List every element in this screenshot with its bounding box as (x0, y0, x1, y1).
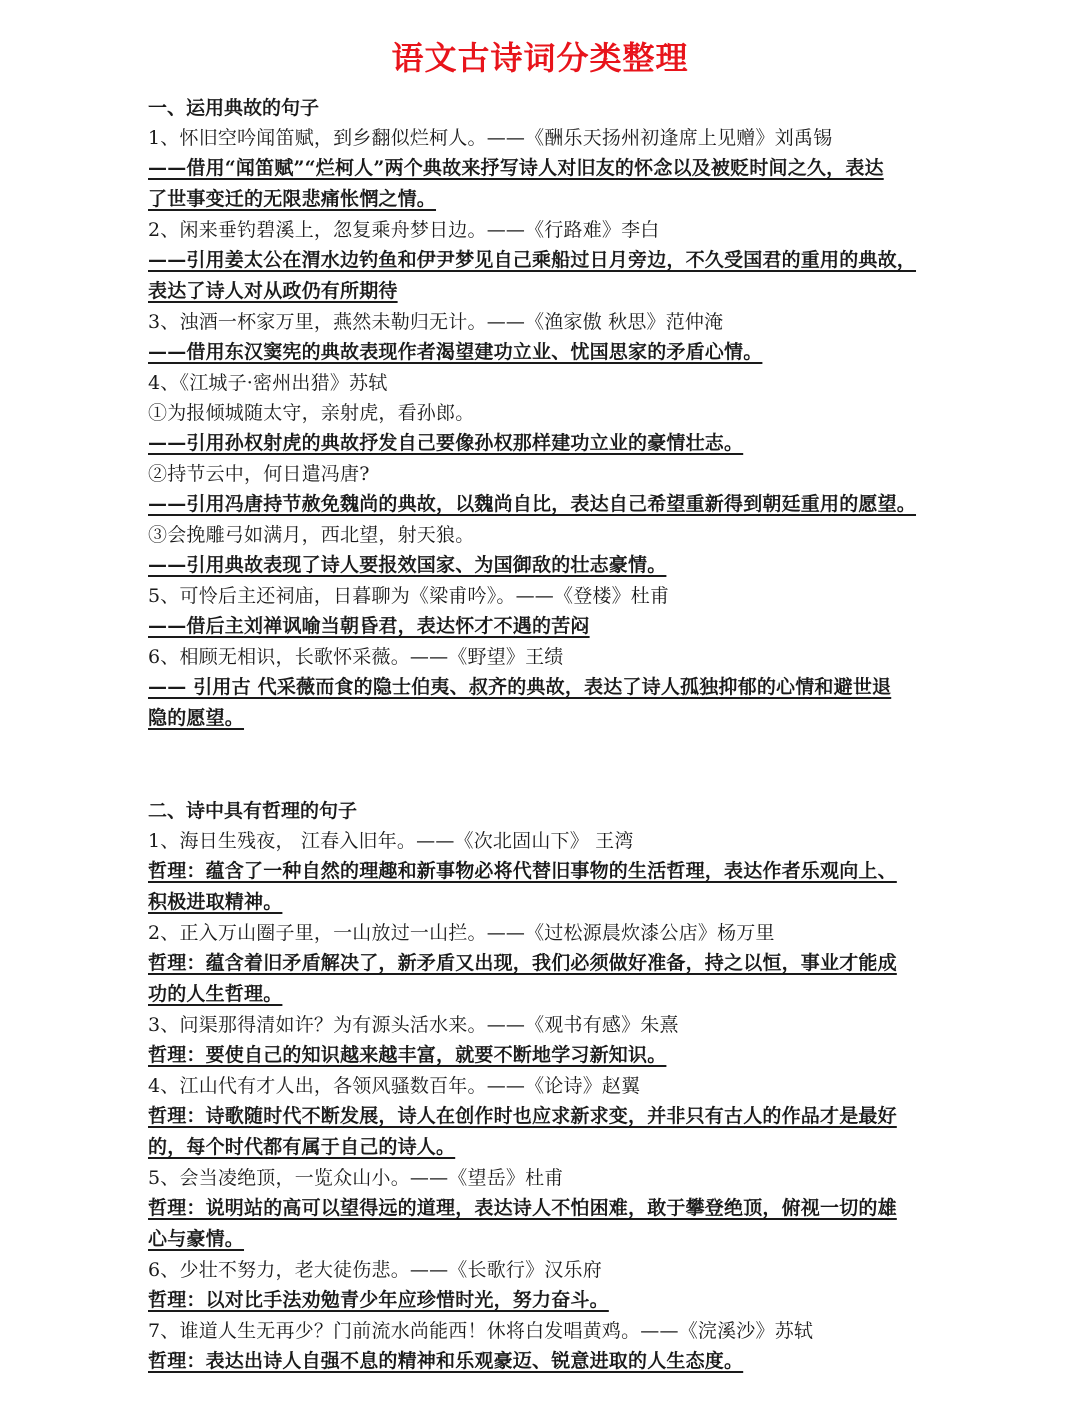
annotation-note (148, 856, 978, 918)
document-content (148, 93, 978, 1377)
annotation-line: 的，每个时代都有属于自己的诗人。 (148, 1136, 456, 1158)
poem-line: 3、浊酒一杯家万里，燕然未勒归无计。——《渔家傲 秋思》范仲淹 (148, 311, 724, 333)
annotation-note (148, 948, 978, 1010)
poem-line: ②持节云中，何日遣冯唐? (148, 463, 370, 485)
poem-line: 6、相顾无相识，长歌怀采薇。——《野望》王绩 (148, 646, 564, 668)
annotation-line: ——借用东汉窦宪的典故表现作者渴望建功立业、忧国思家的矛盾心情。 (148, 341, 763, 363)
poem-line: 1、怀旧空吟闻笛赋，到乡翻似烂柯人。——《酬乐天扬州初逢席上见赠》刘禹锡 (148, 127, 833, 149)
poem-line: 3、问渠那得清如许？为有源头活水来。——《观书有感》朱熹 (148, 1014, 679, 1036)
poem-line: 5、会当凌绝顶，一览众山小。——《望岳》杜甫 (148, 1167, 564, 1189)
annotation-line: 哲理：要使自己的知识越来越丰富，就要不断地学习新知识。 (148, 1044, 667, 1066)
annotation-note (148, 1101, 978, 1163)
annotation-note (148, 428, 978, 459)
annotation-note (148, 611, 978, 642)
annotation-note (148, 672, 978, 734)
annotation-line: 哲理：诗歌随时代不断发展，诗人在创作时也应求新求变，并非只有古人的作品才是最好 (148, 1105, 897, 1127)
annotation-line: 心与豪情。 (148, 1228, 245, 1250)
annotation-note (148, 1193, 978, 1255)
poem-line: 5、可怜后主还祠庙，日暮聊为《梁甫吟》。——《登楼》杜甫 (148, 585, 670, 607)
annotation-line: 哲理：蕴含着旧矛盾解决了，新矛盾又出现，我们必须做好准备，持之以恒，事业才能成 (148, 952, 897, 974)
annotation-line: 哲理：以对比手法劝勉青少年应珍惜时光，努力奋斗。 (148, 1289, 609, 1311)
annotation-note (148, 1346, 978, 1377)
section-body-allusions (148, 123, 978, 734)
annotation-note (148, 337, 978, 368)
annotation-line: 哲理：表达出诗人自强不息的精神和乐观豪迈、锐意进取的人生态度。 (148, 1350, 744, 1372)
poem-line: ③会挽雕弓如满月，西北望，射天狼。 (148, 524, 475, 546)
poem-line: 6、少壮不努力，老大徒伤悲。——《长歌行》汉乐府 (148, 1259, 602, 1281)
annotation-note (148, 550, 978, 581)
annotation-line: —— 引用古 代采薇而食的隐士伯夷、叔齐的典故，表达了诗人孤独抑郁的心情和避世退 (148, 676, 892, 698)
annotation-line: 哲理：说明站的高可以望得远的道理，表达诗人不怕困难，敢于攀登绝顶，俯视一切的雄 (148, 1197, 897, 1219)
annotation-note (148, 1285, 978, 1316)
annotation-line: 了世事变迁的无限悲痛怅惘之情。 (148, 188, 437, 210)
annotation-line: ——借用“闻笛赋”“烂柯人”两个典故来抒写诗人对旧友的怀念以及被贬时间之久，表达 (148, 157, 884, 179)
annotation-note (148, 245, 978, 307)
annotation-line: 隐的愿望。 (148, 707, 245, 729)
annotation-note (148, 489, 978, 520)
annotation-line: ——借后主刘禅讽喻当朝昏君，表达怀才不遇的苦闷 (148, 615, 590, 637)
poem-line: 2、闲来垂钓碧溪上，忽复乘舟梦日边。——《行路难》李白 (148, 219, 660, 241)
annotation-note (148, 1040, 978, 1071)
poem-line: 4、《江城子·密州出猎》苏轼 (148, 372, 388, 394)
annotation-line: ——引用典故表现了诗人要报效国家、为国御敌的壮志豪情。 (148, 554, 667, 576)
annotation-line: 积极进取精神。 (148, 891, 283, 913)
section-spacer (148, 734, 978, 796)
annotation-line: ——引用冯唐持节赦免魏尚的典故，以魏尚自比，表达自己希望重新得到朝廷重用的愿望。 (148, 493, 917, 515)
annotation-line: 哲理：蕴含了一种自然的理趣和新事物必将代替旧事物的生活哲理，表达作者乐观向上、 (148, 860, 897, 882)
section-heading-allusions: 一、运用典故的句子 (148, 97, 320, 119)
annotation-line: ——引用姜太公在渭水边钓鱼和伊尹梦见自己乘船过日月旁边，不久受国君的重用的典故， (148, 249, 917, 271)
annotation-line: 功的人生哲理。 (148, 983, 283, 1005)
annotation-line: 表达了诗人对从政仍有所期待 (148, 280, 398, 302)
poem-line: 2、正入万山圈子里，一山放过一山拦。——《过松源晨炊漆公店》杨万里 (148, 922, 775, 944)
poem-line: ①为报倾城随太守，亲射虎，看孙郎。 (148, 402, 475, 424)
page-title: 语文古诗词分类整理 (391, 39, 689, 77)
annotation-line: ——引用孙权射虎的典故抒发自己要像孙权那样建功立业的豪情壮志。 (148, 432, 744, 454)
poem-line: 4、江山代有才人出，各领风骚数百年。——《论诗》赵翼 (148, 1075, 641, 1097)
annotation-note (148, 153, 978, 215)
section-body-philosophy (148, 826, 978, 1377)
poem-line: 1、海日生残夜， 江春入旧年。——《次北固山下》 王湾 (148, 830, 634, 852)
poem-line: 7、谁道人生无再少？门前流水尚能西！休将白发唱黄鸡。——《浣溪沙》苏轼 (148, 1320, 814, 1342)
section-heading-philosophy: 二、诗中具有哲理的句子 (148, 800, 358, 822)
